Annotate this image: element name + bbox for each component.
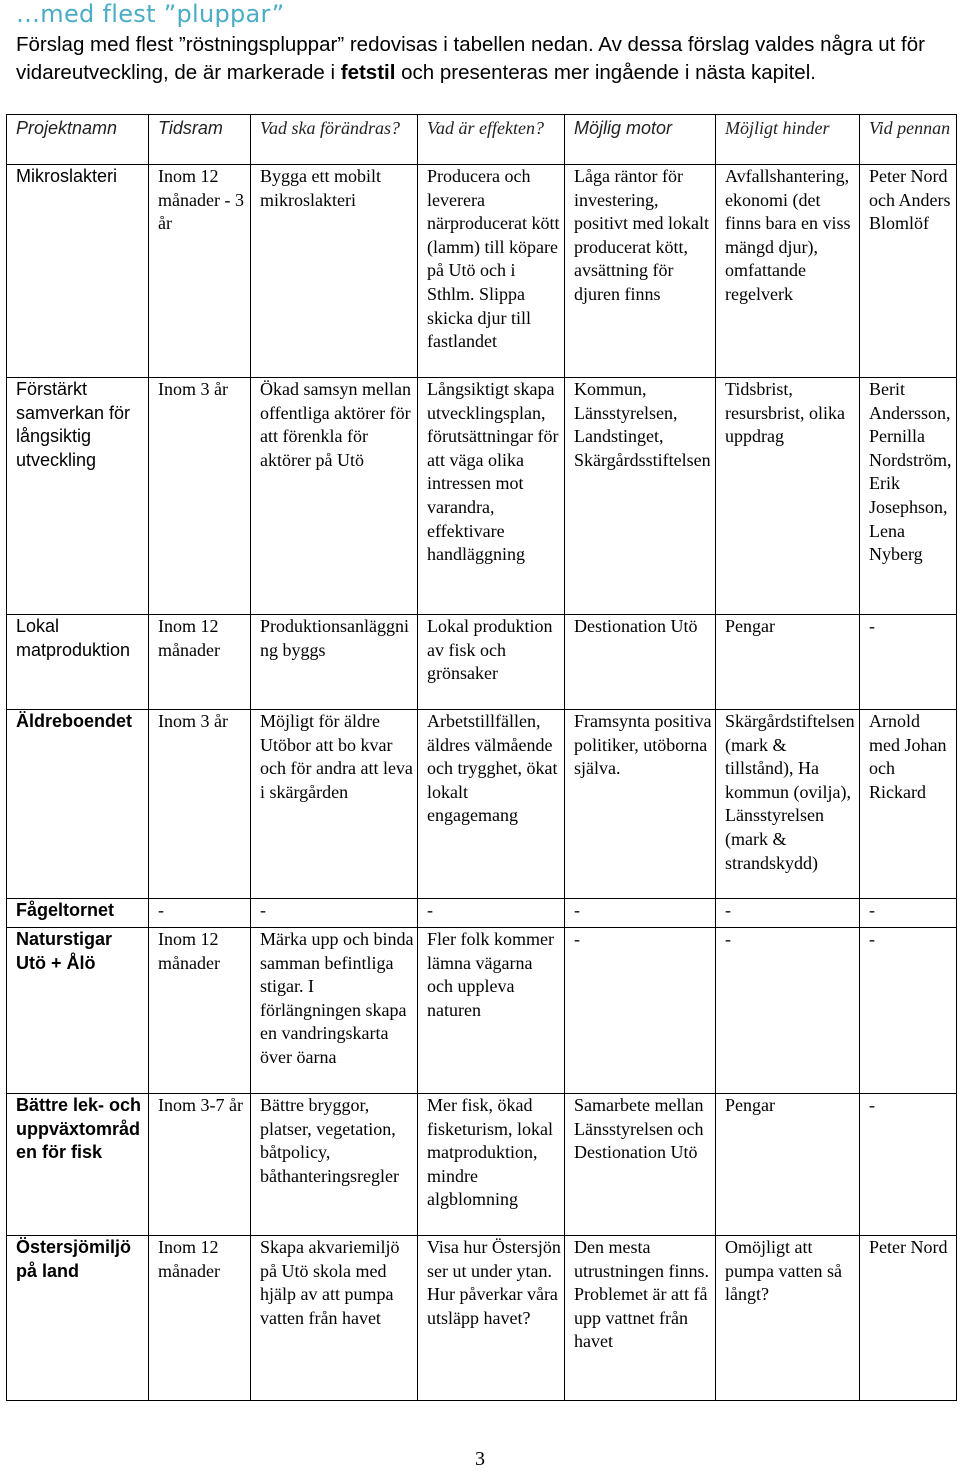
cell-vid-pennan: Berit Andersson, Pernilla Nordström, Erik Josephson, Lena Nyberg — [860, 378, 957, 615]
header-vad-ska-forandras: Vad ska förändras? — [251, 115, 418, 165]
cell-tidsram: Inom 12 månader — [149, 615, 251, 710]
cell-motor: Kommun, Länsstyrelsen, Landstinget, Skärgårdsstiftelsen — [565, 378, 716, 615]
cell-projektnamn: Mikroslakteri — [7, 165, 149, 378]
cell-hinder: Pengar — [716, 1094, 860, 1236]
cell-motor: Den mesta utrustningen finns. Problemet är att få upp vattnet från havet — [565, 1236, 716, 1401]
cell-motor: Framsynta positiva politiker, utöborna själva. — [565, 710, 716, 899]
cell-tidsram: - — [149, 899, 251, 928]
cell-vad-ska-forandras: Märka upp och binda samman befintliga stigar. I förlängningen skapa en vandringskarta över öarna — [251, 928, 418, 1094]
cell-motor: - — [565, 928, 716, 1094]
cell-projektnamn: Äldreboendet — [7, 710, 149, 899]
cell-projektnamn: Östersjömiljö på land — [7, 1236, 149, 1401]
table-row — [7, 165, 957, 378]
cell-vid-pennan: - — [860, 928, 957, 1094]
cell-hinder: Pengar — [716, 615, 860, 710]
cell-projektnamn: Lokal matproduktion — [7, 615, 149, 710]
cell-vid-pennan: - — [860, 1094, 957, 1236]
cell-projektnamn: Naturstigar Utö + Ålö — [7, 928, 149, 1094]
cell-vad-ska-forandras: Bättre bryggor, platser, vegetation, båtpolicy, båthanteringsregler — [251, 1094, 418, 1236]
cell-vid-pennan: - — [860, 615, 957, 710]
cell-vid-pennan: Peter Nord — [860, 1236, 957, 1401]
cell-vad-ska-forandras: Produktionsanläggning byggs — [251, 615, 418, 710]
cell-tidsram: Inom 12 månader — [149, 928, 251, 1094]
table-row — [7, 1236, 957, 1401]
cell-effekt: Mer fisk, ökad fisketurism, lokal matproduktion, mindre algblomning — [418, 1094, 565, 1236]
cell-tidsram: Inom 3-7 år — [149, 1094, 251, 1236]
cell-tidsram: Inom 3 år — [149, 378, 251, 615]
cell-vad-ska-forandras: Ökad samsyn mellan offentliga aktörer för att förenkla för aktörer på Utö — [251, 378, 418, 615]
header-mojlig-motor: Möjlig motor — [565, 115, 716, 165]
table-row — [7, 710, 957, 899]
cell-vid-pennan: Peter Nord och Anders Blomlöf — [860, 165, 957, 378]
cell-effekt: - — [418, 899, 565, 928]
intro-paragraph — [16, 31, 946, 87]
header-tidsram: Tidsram — [149, 115, 251, 165]
cell-tidsram: Inom 3 år — [149, 710, 251, 899]
cell-tidsram: Inom 12 månader — [149, 1236, 251, 1401]
cell-vad-ska-forandras: Möjligt för äldre Utöbor att bo kvar och för andra att leva i skärgården — [251, 710, 418, 899]
cell-effekt: Långsiktigt skapa utvecklingsplan, förutsättningar för att väga olika intressen mot varandra, effektivare handläggning — [418, 378, 565, 615]
table-row — [7, 899, 957, 928]
table-row — [7, 378, 957, 615]
cell-hinder: Avfallshantering, ekonomi (det finns bara en viss mängd djur), omfattande regelverk — [716, 165, 860, 378]
table-row — [7, 928, 957, 1094]
cell-motor: - — [565, 899, 716, 928]
cell-effekt: Lokal produktion av fisk och grönsaker — [418, 615, 565, 710]
header-projektnamn: Projektnamn — [7, 115, 149, 165]
cell-hinder: Tidsbrist, resursbrist, olika uppdrag — [716, 378, 860, 615]
cell-vid-pennan: - — [860, 899, 957, 928]
cell-motor: Destionation Utö — [565, 615, 716, 710]
header-mojligt-hinder: Möjligt hinder — [716, 115, 860, 165]
cell-effekt: Fler folk kommer lämna vägarna och uppleva naturen — [418, 928, 565, 1094]
table-row — [7, 615, 957, 710]
cell-effekt: Arbetstillfällen, äldres välmående och trygghet, ökat lokalt engagemang — [418, 710, 565, 899]
table-row — [7, 1094, 957, 1236]
cell-tidsram: Inom 12 månader - 3 år — [149, 165, 251, 378]
cell-hinder: Omöjligt att pumpa vatten så långt? — [716, 1236, 860, 1401]
cell-hinder: Skärgårdstiftelsen (mark & tillstånd), Ha kommun (ovilja), Länsstyrelsen (mark & strandskydd) — [716, 710, 860, 899]
cell-hinder: - — [716, 899, 860, 928]
cell-vad-ska-forandras: Skapa akvariemiljö på Utö skola med hjälp av att pumpa vatten från havet — [251, 1236, 418, 1401]
proposals-table — [6, 114, 957, 1401]
header-vad-ar-effekten: Vad är effekten? — [418, 115, 565, 165]
cell-effekt: Visa hur Östersjön ser ut under ytan. Hur påverkar våra utsläpp havet? — [418, 1236, 565, 1401]
page-number: 3 — [475, 1448, 485, 1470]
cell-vid-pennan: Arnold med Johan och Rickard — [860, 710, 957, 899]
intro-bold-word: fetstil — [340, 61, 396, 84]
header-vid-pennan: Vid pennan — [860, 115, 957, 165]
section-heading: …med flest ”pluppar” — [16, 0, 285, 28]
cell-motor: Samarbete mellan Länsstyrelsen och Destionation Utö — [565, 1094, 716, 1236]
cell-hinder: - — [716, 928, 860, 1094]
table-header-row — [7, 115, 957, 165]
cell-vad-ska-forandras: - — [251, 899, 418, 928]
cell-projektnamn: Förstärkt samverkan för långsiktig utveckling — [7, 378, 149, 615]
cell-vad-ska-forandras: Bygga ett mobilt mikroslakteri — [251, 165, 418, 378]
intro-text: Förslag med flest ”röstningspluppar” redovisas i tabellen nedan. Av dessa förslag valdes några ut för vidareutveckling, de är markerade i — [16, 33, 925, 84]
cell-motor: Låga räntor för investering, positivt med lokalt producerat kött, avsättning för djuren finns — [565, 165, 716, 378]
cell-projektnamn: Fågeltornet — [7, 899, 149, 928]
cell-effekt: Producera och leverera närproducerat kött (lamm) till köpare på Utö och i Sthlm. Slippa skicka djur till fastlandet — [418, 165, 565, 378]
intro-text-end: och presenteras mer ingående i nästa kapitel. — [395, 61, 816, 84]
cell-projektnamn: Bättre lek- och uppväxtområden för fisk — [7, 1094, 149, 1236]
